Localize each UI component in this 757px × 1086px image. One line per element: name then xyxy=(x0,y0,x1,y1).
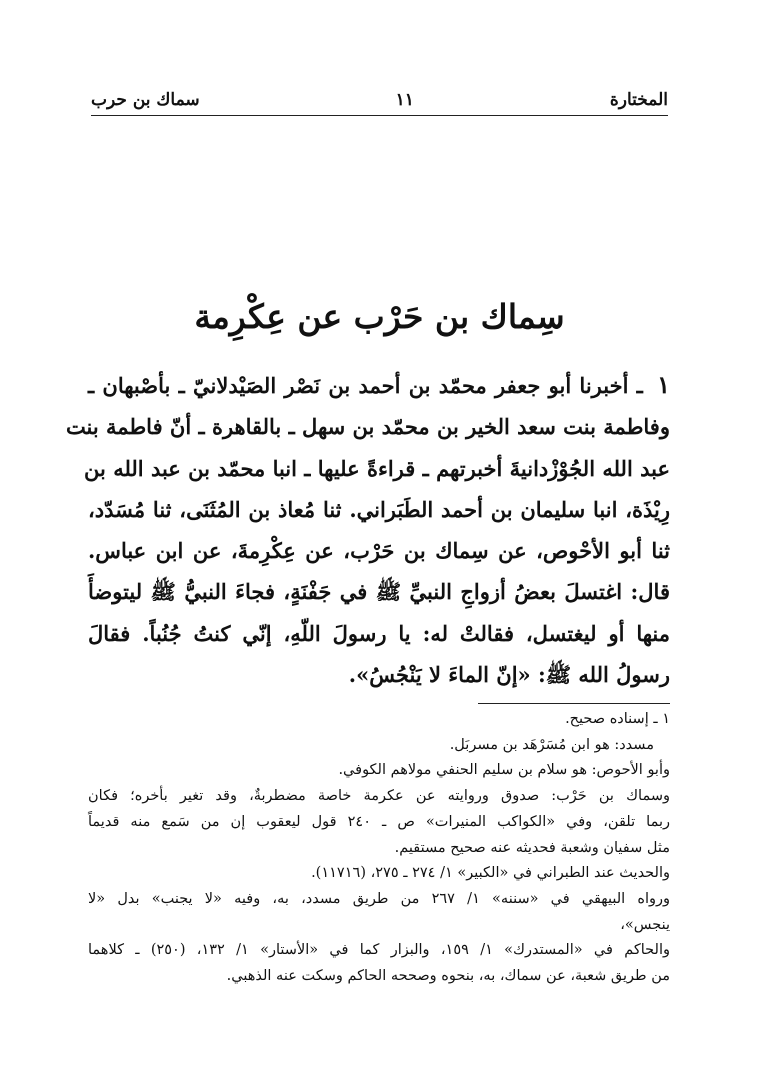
hadith-line: رِيْذَة، انبا سليمان بن أحمد الطَبَراني. ثنا مُعاذ بن المُثَنَى، ثنا مُسَدّد، xyxy=(88,496,670,522)
hadith-line: قال: اغتسلَ بعضُ أزواجِ النبيِّ ﷺ في جَفْنَةٍ، فجاءَ النبيُّ ﷺ ليتوضأَ xyxy=(88,579,670,605)
footnote-line: ينجس»، xyxy=(620,916,670,933)
header-divider xyxy=(91,115,668,116)
footnote-line: مثل سفيان وشعبة فحديثه عنه صحيح مستقيم. xyxy=(394,839,670,856)
hadith-number: ١ xyxy=(657,370,670,399)
header-book-title: المختارة xyxy=(609,90,668,110)
hadith-line: وفاطمة بنت سعد الخير بن محمّد بن سهل ـ بالقاهرة ـ أنّ فاطمة بنت xyxy=(65,414,670,440)
running-header xyxy=(91,86,668,114)
header-section-title: سماك بن حرب xyxy=(91,90,200,110)
footnote-line: مسدد: هو ابن مُسَرْهَد بن مسربَل. xyxy=(449,736,654,753)
footnote-divider xyxy=(478,703,670,704)
footnote-line: والحاكم في «المستدرك» ١/ ١٥٩، والبزار كما في «الأستار» ١/ ١٣٢، (٢٥٠) ـ كلاهما xyxy=(88,942,670,959)
footnote-line: من طريق شعبة، عن سماك، به، بنحوه وصححه الحاكم وسكت عنه الذهبي. xyxy=(226,968,670,985)
hadith-line: ثنا أبو الأحْوص، عن سِماك بن حَرْب، عن عِكْرِمةَ، عن ابن عباس. xyxy=(88,538,670,564)
footnote-line: والحديث عند الطبراني في «الكبير» ١/ ٢٧٤ ـ ٢٧٥، (١١٧١٦). xyxy=(311,865,670,882)
footnote-line: ورواه البيهقي في «سننه» ١/ ٢٦٧ من طريق مسدد، به، وفيه «لا يجنب» بدل «لا xyxy=(88,890,671,907)
footnotes xyxy=(88,707,670,990)
footnote-line: وسماك بن حَرْب: صدوق وروايته عن عكرمة خاصة مضطربةٌ، وقد تغير بأخره؛ فكان xyxy=(88,788,670,805)
footnote-line: ١ ـ إسناده صحيح. xyxy=(565,711,670,727)
footnote-line: وأبو الأحوص: هو سلام بن سليم الحنفي مولاهم الكوفي. xyxy=(338,762,670,779)
hadith-line xyxy=(88,364,670,406)
hadith-text xyxy=(65,364,670,695)
header-page-number: ١١ xyxy=(395,90,414,110)
hadith-line: رسولُ الله ﷺ: «إنّ الماءَ لا يَنْجُسُ». xyxy=(348,662,670,688)
footnote-line: ربما تلقن، وفي «الكواكب المنيرات» ص ـ ٢٤٠ قول ليعقوب إن من سَمع منه قديماً xyxy=(88,813,671,830)
hadith-line: منها أو ليغتسل، فقالتْ له: يا رسولَ اللّهِ، إنّي كنتُ جُنُباً. فقالَ xyxy=(88,620,670,646)
chapter-title: سِماك بن حَرْب عن عِكْرِمة xyxy=(194,297,565,336)
hadith-line-text: ـ أخبرنا أبو جعفر محمّد بن أحمد بن نَصْر الصَيْدلانيّ ـ بأصْبهان ـ xyxy=(88,373,643,398)
hadith-line: عبد الله الجُوْزْدانيةَ أخبرتهم ـ قراءةً عليها ـ انبا محمّد بن عبد الله بن xyxy=(84,455,670,481)
